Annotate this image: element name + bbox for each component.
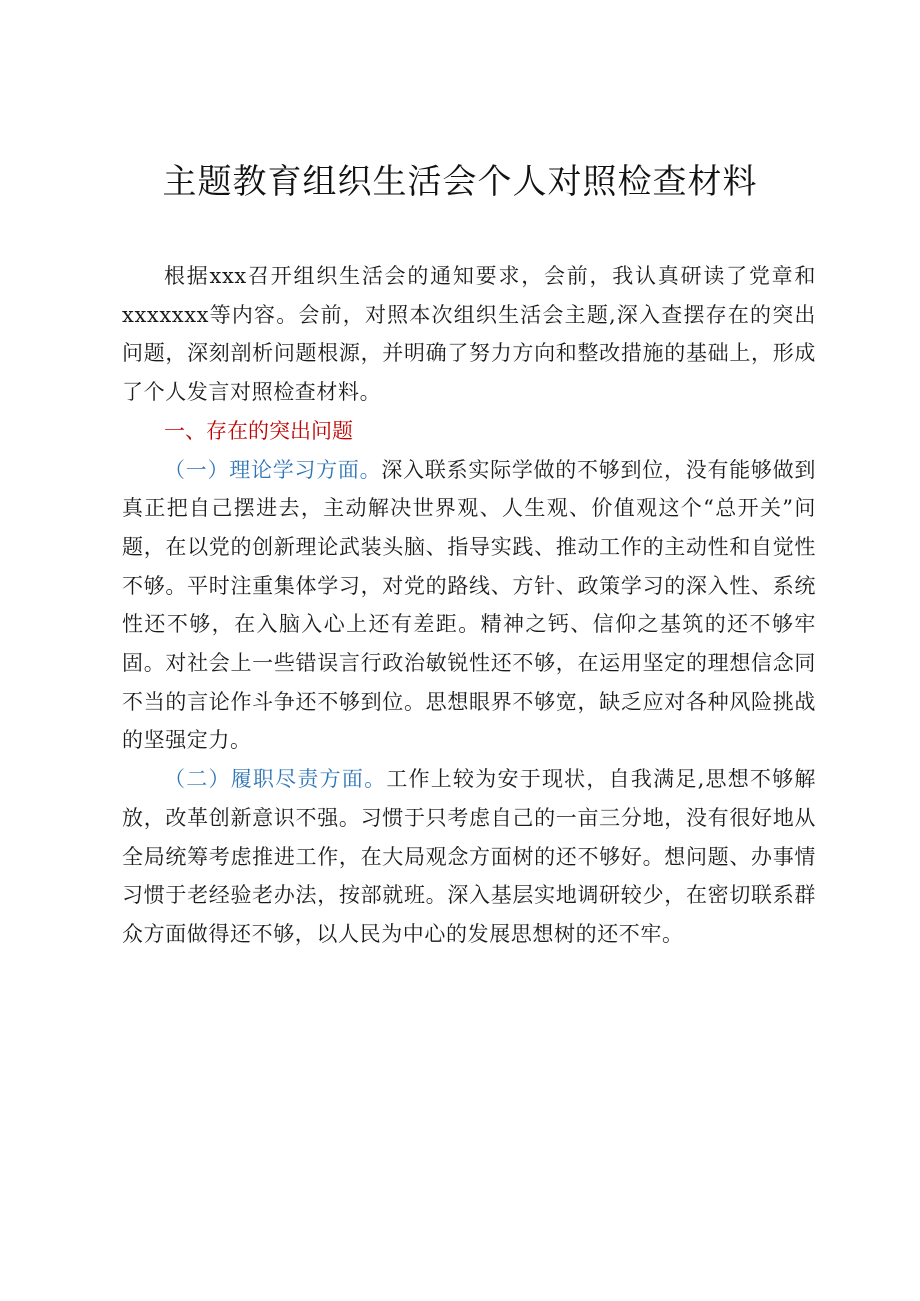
- document-body: [122, 257, 816, 954]
- paragraph-duty-performance: [122, 760, 816, 954]
- document-title: 主题教育组织生活会个人对照检查材料: [162, 162, 758, 202]
- paragraph-text-theory-study: 深入联系实际学做的不够到位，没有能够做到真正把自己摆进去，主动解决世界观、人生观、价值观这个“总开关”问题，在以党的创新理论武装头脑、指导实践、推动工作的主动性和自觉性不够。平时注重集体学习，对党的路线、方针、政策学习的深入性、系统性还不够，在入脑入心上还有差距。精神之钙、信仰之基筑的还不够牢固。对社会上一些错误言行政治敏锐性还不够，在运用坚定的理想信念同不当的言论作斗争还不够到位。思想眼界不够宽，缺乏应对各种风险挑战的坚强定力。: [122, 457, 817, 753]
- paragraph-text-duty-performance: 工作上较为安于现状，自我满足,思想不够解放，改革创新意识不强。习惯于只考虑自己的一亩三分地，没有很好地从全局统筹考虑推进工作，在大局观念方面树的还不够好。想问题、办事情习惯于老经验老办法，按部就班。深入基层实地调研较少，在密切联系群众方面做得还不够，以人民为中心的发展思想树的还不牢。: [122, 767, 816, 946]
- paragraph-theory-study: [122, 451, 816, 761]
- paragraph-lead-theory-study: （一）理论学习方面。: [164, 457, 382, 482]
- paragraph-lead-duty-performance: （二）履职尽责方面。: [164, 767, 387, 792]
- section-heading-problems: 一、存在的突出问题: [164, 418, 353, 443]
- intro-paragraph: 根据xxx召开组织生活会的通知要求，会前，我认真研读了党章和xxxxxxx等内容。会前，对照本次组织生活会主题,深入查摆存在的突出问题，深刻剖析问题根源，并明确了努力方向和整改措施的基础上，形成了个人发言对照检查材料。: [122, 264, 816, 405]
